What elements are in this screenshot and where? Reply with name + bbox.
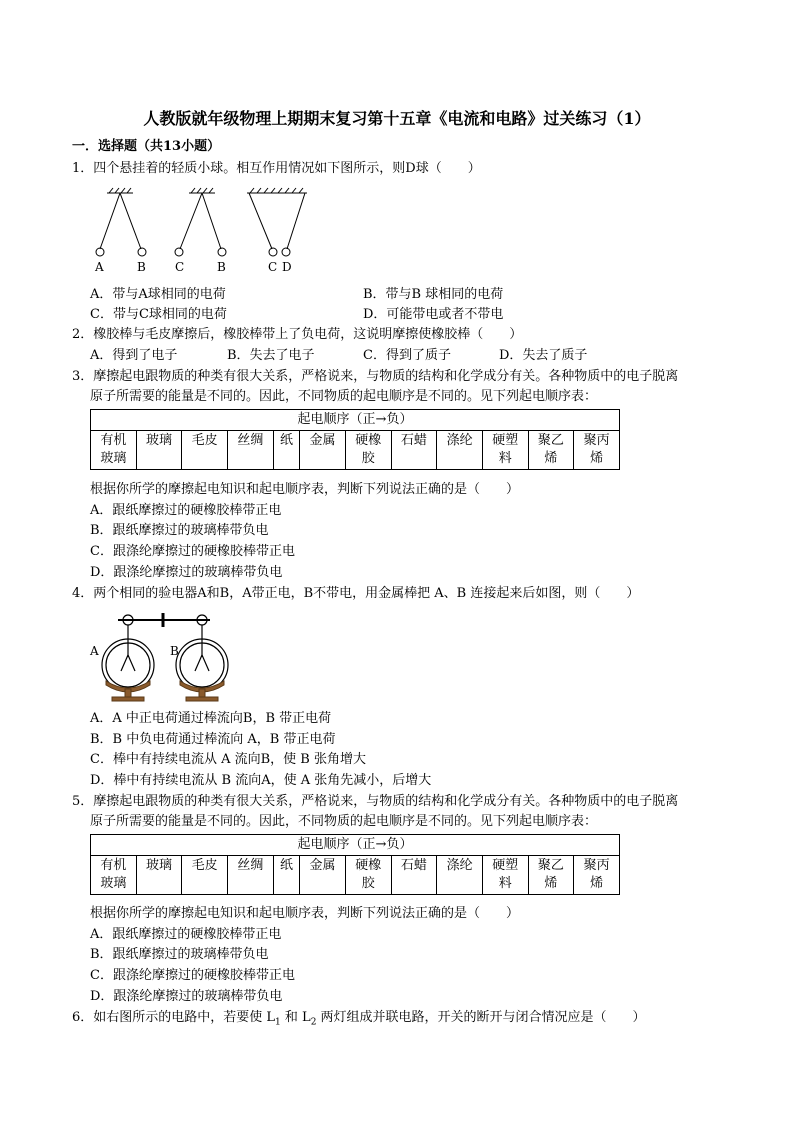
table-cell: 玻璃 bbox=[136, 431, 182, 470]
table-cell: 涤纶 bbox=[437, 856, 483, 895]
table-header: 起电顺序（正→负） bbox=[91, 835, 620, 856]
table-cell: 硬塑 料 bbox=[482, 856, 528, 895]
q5-stem-line1: 5．摩擦起电跟物质的种类有很大关系，严格说来，与物质的结构和化学成分有关。各种物质中的电子脱离 bbox=[72, 794, 679, 809]
q4-option-d: D．棒中有持续电流从 B 流向A，使 A 张角先减小，后增大 bbox=[90, 773, 432, 788]
q2-option-b: B．失去了电子 bbox=[227, 348, 315, 363]
ball-label: B bbox=[137, 260, 146, 274]
q1-option-c: C．带与C球相同的电荷 bbox=[90, 307, 227, 322]
table-cell: 硬塑 料 bbox=[482, 431, 528, 470]
q1-option-a: A．带与A球相同的电荷 bbox=[90, 287, 226, 302]
table-cell: 金属 bbox=[300, 856, 346, 895]
q3-option-a: A．跟纸摩擦过的硬橡胶棒带正电 bbox=[90, 503, 282, 518]
q2-option-d: D．失去了质子 bbox=[499, 348, 588, 363]
table-cell: 聚乙 烯 bbox=[528, 856, 574, 895]
table-cell: 玻璃 bbox=[136, 856, 182, 895]
q6-stem: 6．如右图所示的电路中，若要使 $L_1$ 和 $L_2$ 两灯组成并联电路，开关的断开与闭合情况应是（ ） bbox=[72, 1010, 646, 1028]
table-cell: 有机 玻璃 bbox=[91, 856, 137, 895]
q1-option-b: B．带与B 球相同的电荷 bbox=[363, 287, 504, 302]
q3-question: 根据你所学的摩擦起电知识和起电顺序表，判断下列说法正确的是（ ） bbox=[90, 482, 520, 497]
table-cell: 丝绸 bbox=[228, 431, 274, 470]
q3-option-b: B．跟纸摩擦过的玻璃棒带负电 bbox=[90, 523, 269, 538]
q5-option-b: B．跟纸摩擦过的玻璃棒带负电 bbox=[90, 947, 269, 962]
ball-label: C bbox=[175, 260, 185, 274]
q5-triboelectric-table bbox=[90, 834, 620, 895]
table-cell: 金属 bbox=[300, 431, 346, 470]
section-heading: 一．选择题（共13小题） bbox=[72, 139, 221, 154]
q5-question: 根据你所学的摩擦起电知识和起电顺序表，判断下列说法正确的是（ ） bbox=[90, 906, 520, 921]
q5-option-a: A．跟纸摩擦过的硬橡胶棒带正电 bbox=[90, 927, 282, 942]
q1-stem: 1．四个悬挂着的轻质小球。相互作用情况如下图所示，则D球（ ） bbox=[72, 161, 481, 176]
page-title: 人教版就年级物理上期期末复习第十五章《电流和电路》过关练习（1） bbox=[143, 109, 651, 128]
table-cell: 毛皮 bbox=[182, 431, 228, 470]
q5-stem-line2: 原子所需要的能量是不同的。因此，不同物质的起电顺序是不同的。见下列起电顺序表： bbox=[90, 814, 598, 829]
ball-label: D bbox=[282, 260, 292, 274]
ball-label: A bbox=[95, 260, 104, 274]
table-cell: 有机 玻璃 bbox=[91, 431, 137, 470]
q1-option-d: D．可能带电或者不带电 bbox=[363, 307, 504, 322]
q1-figure bbox=[85, 185, 315, 277]
table-cell: 聚丙 烯 bbox=[574, 431, 620, 470]
q4-option-a: A．A 中正电荷通过棒流向B，B 带正电荷 bbox=[90, 711, 332, 726]
table-cell: 聚乙 烯 bbox=[528, 431, 574, 470]
ball-label: C bbox=[268, 260, 278, 274]
q5-option-d: D．跟涤纶摩擦过的玻璃棒带负电 bbox=[90, 989, 283, 1004]
q3-option-c: C．跟涤纶摩擦过的硬橡胶棒带正电 bbox=[90, 544, 295, 559]
q4-option-b: B．B 中负电荷通过棒流向 A，B 带正电荷 bbox=[90, 732, 336, 747]
table-cell: 聚丙 烯 bbox=[574, 856, 620, 895]
q4-option-c: C．棒中有持续电流从 A 流向B，使 B 张角增大 bbox=[90, 752, 366, 767]
q3-stem-line2: 原子所需要的能量是不同的。因此，不同物质的起电顺序是不同的。见下列起电顺序表： bbox=[90, 389, 598, 404]
table-cell: 毛皮 bbox=[182, 856, 228, 895]
q4-electroscope-figure bbox=[88, 605, 238, 705]
table-cell: 丝绸 bbox=[228, 856, 274, 895]
electroscope-label: A bbox=[90, 644, 99, 658]
q3-stem-line1: 3．摩擦起电跟物质的种类有很大关系，严格说来，与物质的结构和化学成分有关。各种物质中的电子脱离 bbox=[72, 369, 679, 384]
q2-option-a: A．得到了电子 bbox=[90, 348, 178, 363]
q2-option-c: C．得到了质子 bbox=[363, 348, 451, 363]
table-cell: 涤纶 bbox=[437, 431, 483, 470]
q3-triboelectric-table bbox=[90, 409, 620, 470]
q2-stem: 2．橡胶棒与毛皮摩擦后，橡胶棒带上了负电荷，这说明摩擦使橡胶棒（ ） bbox=[72, 327, 523, 342]
table-cell: 纸 bbox=[273, 431, 300, 470]
table-cell: 硬橡 胶 bbox=[345, 431, 391, 470]
q3-option-d: D．跟涤纶摩擦过的玻璃棒带负电 bbox=[90, 565, 283, 580]
q4-stem: 4．两个相同的验电器A和B，A带正电，B不带电，用金属棒把 A、B 连接起来后如图，则（ ） bbox=[72, 586, 640, 601]
table-cell: 石蜡 bbox=[391, 856, 437, 895]
electroscope-label: B bbox=[170, 644, 179, 658]
ball-label: B bbox=[217, 260, 226, 274]
table-header: 起电顺序（正→负） bbox=[91, 410, 620, 431]
q5-option-c: C．跟涤纶摩擦过的硬橡胶棒带正电 bbox=[90, 968, 295, 983]
table-cell: 石蜡 bbox=[391, 431, 437, 470]
table-cell: 硬橡 胶 bbox=[345, 856, 391, 895]
table-cell: 纸 bbox=[273, 856, 300, 895]
